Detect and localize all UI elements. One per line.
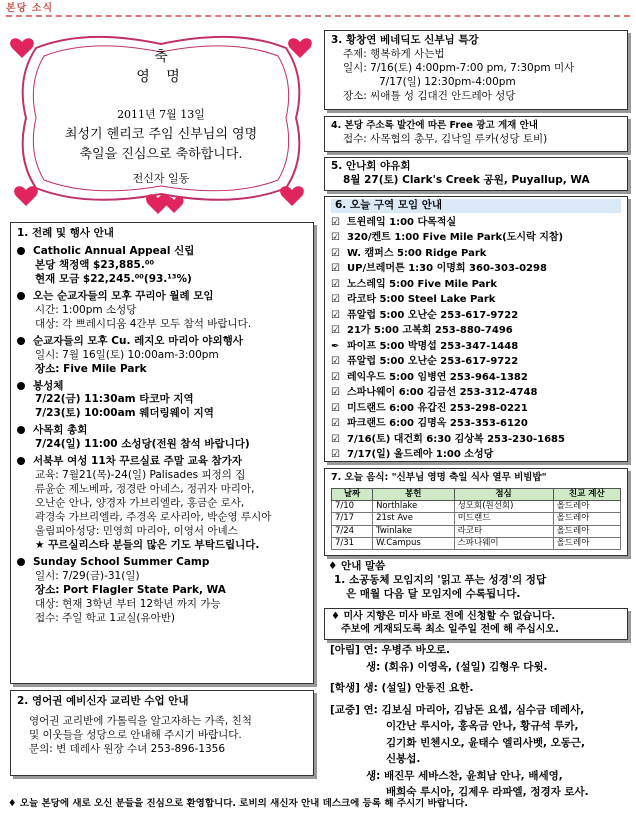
checkbox-icon: ☑ (331, 387, 340, 399)
section-english-catechism: 2. 영어권 예비신자 교리반 수업 안내 영어권 교리반에 가톨릭을 알고자하는 가족, 친척 및 이웃들을 성당으로 안내해 주시기 바랍니다. 문의: 변 데레사 원장 수녀 253-896-1356 (10, 690, 314, 776)
checkbox-icon: ☑ (331, 418, 340, 430)
table-row: 7/17 21st Ave 미드랜드 올드레아 (332, 513, 621, 525)
table-header-row: 날짜 봉헌 점심 친교 계산 (332, 488, 621, 500)
list-item: 봉성체 7/22(금) 11:30am 타코마 지역 7/23(토) 10:00am 웨더링웨이 지역 (17, 380, 307, 422)
list-item: ☑ UP/브레머튼 1:30 이명희 360-303-0298 (331, 261, 621, 277)
checkbox-icon: ☑ (331, 309, 340, 321)
bullet-icon (17, 457, 25, 465)
checkbox-icon: ☑ (331, 356, 340, 368)
list-item: Sunday School Summer Camp 일시: 7/29(금)-31(일) 장소: Port Flagler State Park, WA 대상: 현재 3학년 부터 12학년 까지 가능 접수: 주일 학교 1교실(유아반) (17, 556, 307, 626)
list-item: 오는 순교자들의 모후 꾸리아 월례 모임 시간: 1:00pm 소성당 대상: 각 쁘레시디움 4간부 모두 참석 바랍니다. (17, 290, 307, 332)
checkbox-icon: ☑ (331, 216, 340, 228)
food-table (331, 488, 621, 550)
footer-welcome: ♦ 오늘 본당에 새로 오신 분들을 진심으로 환영합니다. 로비의 새신자 안내 데스크에 등록 해 주시기 바랍니다. (8, 798, 468, 809)
list-item: ☑ 7/16(토) 대건회 6:30 김상복 253-230-1685 (331, 432, 621, 448)
list-item: 서북부 여성 11차 꾸르실료 주말 교육 참가자 교육: 7월21(목)-24(일) Palisades 피정의 집 류윤순 제노베파, 정경란 아네스, 정귀자 마리아, 오난순 안나, 양경자 가브리엘라, 홍금순 로사, 곽경숙 가브리엘라, 주경옥 로사리아, 박순영 루시아 울림피아성당: 민영희 마리아, 이영서 아녜스 ★ 꾸르실리스타 분들의 많은 기도 부탁드립니다. (17, 455, 307, 553)
list-item: ☑ 스파나웨이 6:00 김금선 253-312-4748 (331, 385, 621, 401)
checkbox-icon: ☑ (331, 232, 340, 244)
checkbox-icon: ☑ (331, 433, 340, 445)
section-tag: 본당 소식 (6, 3, 54, 14)
section-district-meetings (324, 196, 628, 462)
celebration-card (6, 18, 316, 214)
notice-block: ♦ 안내 말씀 1. 소공동체 모임지의 '읽고 푸는 성경'의 정답 은 매월 다음 달 모임지에 수록됩니다. (328, 560, 547, 600)
list-item: ☑ 7/17(일) 올드레아 1:00 소성당 (331, 447, 621, 463)
checkbox-icon: ☑ (331, 402, 340, 414)
section-directory-ad: 4. 본당 주소록 발간에 따른 Free 광고 게재 안내 접수: 사목협의 총무, 김낙일 루카(성당 토비) (324, 116, 628, 152)
list-item: 순교자들의 모후 Cu. 레지오 마리아 야외행사 일시: 7월 16일(토) 10:00am-3:00pm 장소: Five Mile Park (17, 335, 307, 377)
table-row: 7/24 Twinlake 라코타 올드레아 (332, 525, 621, 537)
list-item: ☑ 퓨알럽 5:00 오난순 253-617-9722 (331, 354, 621, 370)
mass-intention-notice: ♦ 미사 지향은 미사 바로 전에 신청할 수 없습니다. 주보에 게재되도록 최소 일주일 전에 해 주십시오. (324, 608, 628, 640)
list-item: ☑ 파크랜드 6:00 김명옥 253-353-6120 (331, 416, 621, 432)
roster: [아림] 연: 우병주 바오로. 생: (회유) 이영옥, (설일) 김형우 다윗. [학생] 생: (설일) 안동진 요한. [교중] 연: 김보심 마리아, 김남돈 요셉, 심수금 데레사, 이간난 루시아, 홍옥금 안나, 황규석 루카, 김기화 빈첸시오, 윤태수 엘리사벳, 오동근, 신봉섭. 생: 배진무 세바스찬, 윤희남 안나, 배세영, 배희숙 루시아, 김제우 라파엘, 정경자 로사. (330, 644, 589, 798)
bullet-icon (17, 337, 25, 345)
schedule-list (331, 215, 621, 463)
section-title: 4. 본당 주소록 발간에 따른 Free 광고 게재 안내 (331, 120, 538, 131)
section-title: 3. 황창연 베네딕도 신부님 특강 (331, 34, 479, 46)
celebration-line4: 축일을 진심으로 축하합니다. (79, 147, 243, 162)
checkbox-icon: ☑ (331, 371, 340, 383)
section-title: 1. 전례 및 행사 안내 (17, 227, 114, 239)
bullet-icon (17, 382, 25, 390)
list-item: ✒ 파이프 5:00 박명섭 253-347-1448 (331, 339, 621, 355)
list-item: ☑ 미드랜드 6:00 유갑진 253-298-0221 (331, 401, 621, 417)
celebration-line2: 영 명 (136, 69, 186, 85)
list-item: ☑ W. 캠퍼스 5:00 Ridge Park (331, 246, 621, 262)
checkbox-icon: ☑ (331, 325, 340, 337)
section-title: 6. 오늘 구역 모임 안내 (331, 199, 621, 213)
celebration-from: 전신자 일동 (132, 172, 190, 185)
section-title: 2. 영어권 예비신자 교리반 수업 안내 (17, 695, 189, 707)
celebration-line1: 축 (154, 49, 168, 65)
checkbox-icon: ☑ (331, 294, 340, 306)
checkbox-icon: ☑ (331, 263, 340, 275)
checkbox-icon: ✒ (331, 340, 340, 352)
celebration-date: 2011년 7월 13일 (117, 108, 205, 121)
table-row: 7/10 Northlake 성모회(원선회) 올드레아 (332, 500, 621, 512)
bullet-icon (17, 247, 25, 255)
list-item: ☑ 퓨알럽 5:00 오난순 253-617-9722 (331, 308, 621, 324)
list-item: 사목회 총회 7/24(일) 11:00 소성당(전원 참석 바랍니다) (17, 424, 307, 452)
list-item: Catholic Annual Appeal 신립 본당 책정액 $23,885.⁰⁰ 현재 모금 $22,245.⁰⁰(93.¹³%) (17, 245, 307, 287)
celebration-line3: 최성기 헨리코 주임 신부님의 영명 (64, 127, 258, 142)
list-item: ☑ 노스레잌 5:00 Five Mile Park (331, 277, 621, 293)
list-item: ☑ 레익우드 5:00 임병연 253-964-1382 (331, 370, 621, 386)
bullet-icon (17, 292, 25, 300)
list-item: ☑ 21가 5:00 고복희 253-880-7496 (331, 323, 621, 339)
checkbox-icon: ☑ (331, 247, 340, 259)
bullet-icon (17, 558, 25, 566)
checkbox-icon: ☑ (331, 278, 340, 290)
section-title: 7. 오늘 음식: "신부님 영명 축일 식사 열무 비빔밥" (331, 472, 547, 483)
table-row: 7/31 W.Campus 스파나웨이 올드레아 (332, 537, 621, 549)
section-picnic: 5. 안나회 야유회 8월 27(토) Clark's Creek 공원, Puyallup, WA (324, 157, 628, 191)
list-item: ☑ 라코타 5:00 Steel Lake Park (331, 292, 621, 308)
section-title: 5. 안나회 야유회 (331, 160, 411, 172)
header-divider (6, 15, 630, 17)
list-item: ☑ 트윈레잌 1:00 다목적실 (331, 215, 621, 231)
section-liturgy-events (10, 222, 314, 684)
list-item: ☑ 320/켄트 1:00 Five Mile Park(도시락 지참) (331, 230, 621, 246)
bullet-icon (17, 426, 25, 434)
checkbox-icon: ☑ (331, 449, 340, 461)
section-food (324, 468, 628, 556)
section-lecture: 3. 황창연 베네딕도 신부님 특강 주제: 행복하게 사는법 일시: 7/16(토) 4:00pm-7:00 pm, 7:30pm 미사 7/17(일) 12:30pm-4:00pm 장소: 씨애틀 성 김대건 안드레아 성당 (324, 30, 628, 110)
